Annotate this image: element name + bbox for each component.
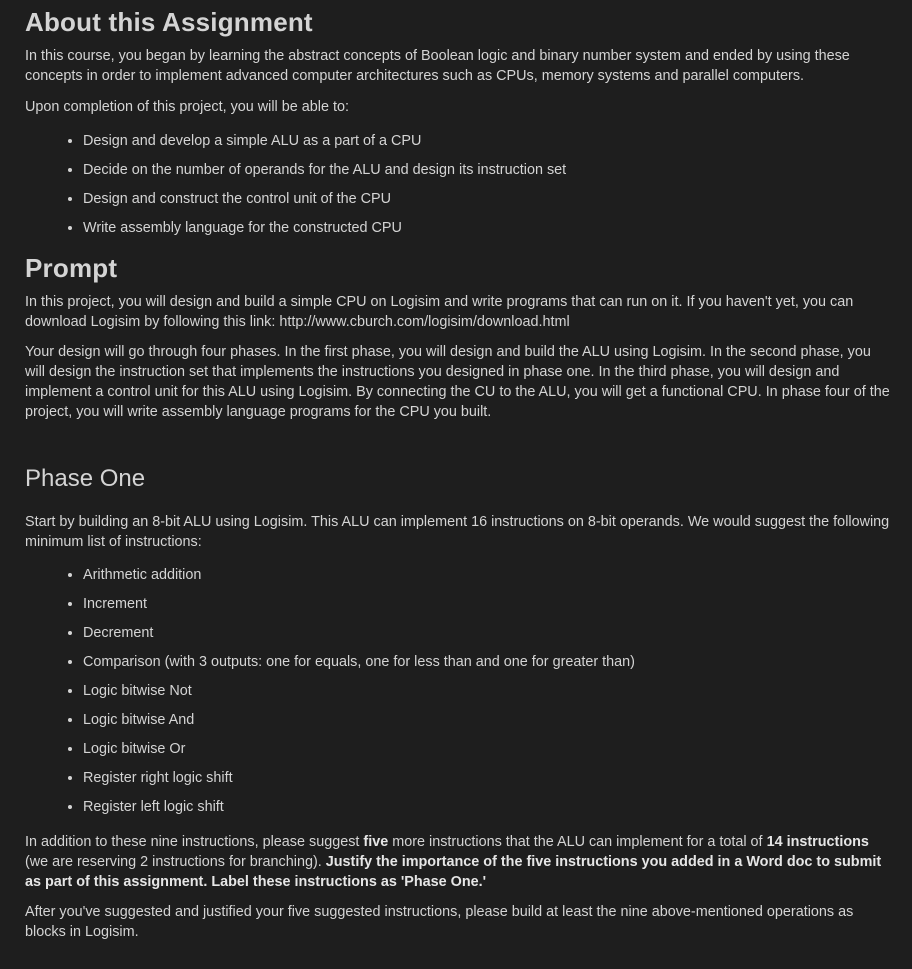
list-item: • Design and construct the control unit of the CPU <box>83 189 894 209</box>
prompt-heading: Prompt <box>25 253 118 283</box>
list-item: • Register left logic shift <box>83 797 894 817</box>
list-item: • Register right logic shift <box>83 768 894 788</box>
list-item: • Write assembly language for the constructed CPU <box>83 218 894 238</box>
list-item: • Logic bitwise Not <box>83 681 894 701</box>
instructions-list <box>25 565 894 817</box>
addition-bold-five: five <box>363 834 389 850</box>
list-item: • Logic bitwise And <box>83 710 894 730</box>
phase-one-intro: Start by building an 8-bit ALU using Logisim. This ALU can implement 16 instructions on 8-bit operands. We would suggest the following minimum list of instructions: <box>25 514 890 550</box>
addition-bold-total: 14 instructions <box>766 834 869 850</box>
phase-one-after: After you've suggested and justified your five suggested instructions, please build at least the nine above-mentioned operations as blocks in Logisim. <box>25 904 854 940</box>
about-intro: In this course, you began by learning the abstract concepts of Boolean logic and binary number system and ended by using these concepts in order to implement advanced computer architectures such as CPUs, memory systems and parallel computers. <box>25 48 850 84</box>
addition-bold-justify: Justify the importance of the five instructions you added in a Word doc to submit as part of this assignment. Label these instructions as 'Phase One.' <box>25 854 882 890</box>
list-item: • Arithmetic addition <box>83 565 894 585</box>
prompt-paragraph-1: In this project, you will design and build a simple CPU on Logisim and write programs that can run on it. If you haven't yet, you can download Logisim by following this link: http://www.cburch.com/logisim/download.html <box>25 294 854 330</box>
list-item: • Design and develop a simple ALU as a part of a CPU <box>83 131 894 151</box>
list-item: • Decrement <box>83 623 894 643</box>
about-upon: Upon completion of this project, you will be able to: <box>25 99 349 115</box>
phase-one-addition <box>25 832 894 892</box>
list-item: • Increment <box>83 594 894 614</box>
list-item: • Decide on the number of operands for the ALU and design its instruction set <box>83 160 894 180</box>
addition-text: more instructions that the ALU can implement for a total of <box>388 834 767 850</box>
addition-text: (we are reserving 2 instructions for branching). <box>25 854 326 870</box>
prompt-paragraph-2: Your design will go through four phases. In the first phase, you will design and build the ALU using Logisim. In the second phase, you will design the instruction set that implements the instructions you designed in phase one. In the third phase, you will design and implement a control unit for this ALU using Logisim. By connecting the CU to the ALU, you will get a functional CPU. In phase four of the project, you will write assembly language programs for the CPU you built. <box>25 344 890 420</box>
about-heading: About this Assignment <box>25 7 313 37</box>
list-item: • Logic bitwise Or <box>83 739 894 759</box>
list-item: • Comparison (with 3 outputs: one for equals, one for less than and one for greater than) <box>83 652 894 672</box>
outcomes-list <box>25 131 894 238</box>
addition-text: In addition to these nine instructions, please suggest <box>25 834 364 850</box>
phase-one-heading: Phase One <box>25 465 146 492</box>
